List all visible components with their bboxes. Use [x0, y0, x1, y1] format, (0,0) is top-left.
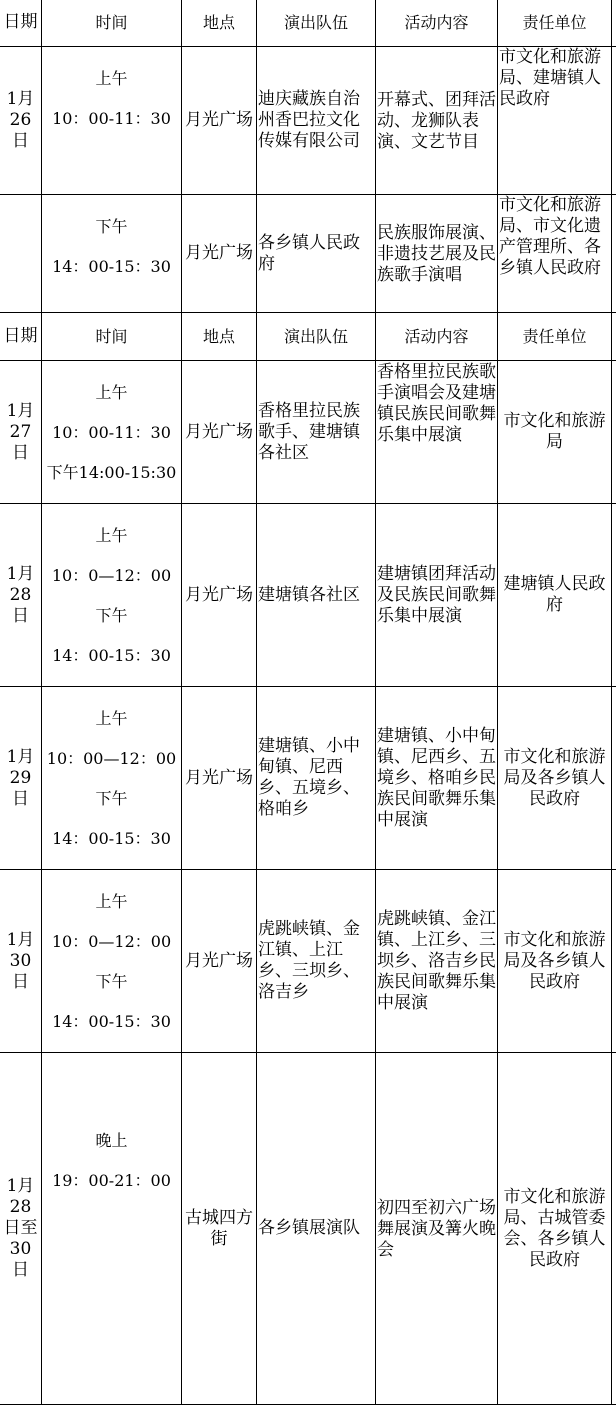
- table-row: [0, 870, 616, 1053]
- time-cell: 下午 14：00-15：30: [42, 195, 182, 313]
- header-team: 演出队伍: [257, 313, 376, 361]
- activity-cell: 初四至初六广场舞展演及篝火晚会: [376, 1053, 498, 1405]
- date-cell: 1月30日: [0, 870, 42, 1053]
- time-cell: 上午 10：00-11：30 下午14:00-15:30: [42, 361, 182, 504]
- header-date: 日期: [0, 0, 42, 47]
- responsible-cell: 市文化和旅游局: [498, 361, 612, 504]
- header-row: [0, 0, 616, 47]
- date-cell: 1月26日: [0, 47, 42, 195]
- activity-cell: 建塘镇团拜活动及民族民间歌舞乐集中展演: [376, 504, 498, 687]
- responsible-cell: 市文化和旅游局及各乡镇人民政府: [498, 687, 612, 870]
- table-row: [0, 195, 616, 313]
- team-cell: 虎跳峡镇、金江镇、上江乡、三坝乡、洛吉乡: [257, 870, 376, 1053]
- team-cell: 建塘镇各社区: [257, 504, 376, 687]
- header-team: 演出队伍: [257, 0, 376, 47]
- date-cell: 1月28日: [0, 504, 42, 687]
- team-cell: 建塘镇、小中甸镇、尼西乡、五境乡、格咱乡: [257, 687, 376, 870]
- header-activity: 活动内容: [376, 313, 498, 361]
- activity-cell: 开幕式、团拜活动、龙狮队表演、文艺节目: [376, 47, 498, 195]
- header-time: 时间: [42, 0, 182, 47]
- header-responsible: 责任单位: [498, 0, 612, 47]
- header-location: 地点: [182, 0, 257, 47]
- responsible-cell: 市文化和旅游局、古城管委会、各乡镇人民政府: [498, 1053, 612, 1405]
- location-cell: 月光广场: [182, 195, 257, 313]
- responsible-cell: 建塘镇人民政府: [498, 504, 612, 687]
- table-row: [0, 504, 616, 687]
- date-cell: 1月28日至30日: [0, 1053, 42, 1405]
- responsible-cell: 市文化和旅游局、建塘镇人民政府: [498, 47, 612, 195]
- location-cell: 月光广场: [182, 870, 257, 1053]
- header-time: 时间: [42, 313, 182, 361]
- table-row: [0, 361, 616, 504]
- responsible-cell: 市文化和旅游局、市文化遗产管理所、各乡镇人民政府: [498, 195, 612, 313]
- location-cell: 月光广场: [182, 687, 257, 870]
- activity-cell: 建塘镇、小中甸镇、尼西乡、五境乡、格咱乡民族民间歌舞乐集中展演: [376, 687, 498, 870]
- table-row: [0, 1053, 616, 1405]
- time-cell: 上午 10：00—12：00 下午 14：00-15：30: [42, 687, 182, 870]
- header-date: 日期: [0, 313, 42, 361]
- activity-cell: 民族服饰展演、非遗技艺展及民族歌手演唱: [376, 195, 498, 313]
- team-cell: 各乡镇展演队: [257, 1053, 376, 1405]
- location-cell: 古城四方街: [182, 1053, 257, 1405]
- team-cell: 香格里拉民族歌手、建塘镇各社区: [257, 361, 376, 504]
- header-responsible: 责任单位: [498, 313, 612, 361]
- header-activity: 活动内容: [376, 0, 498, 47]
- responsible-cell: 市文化和旅游局及各乡镇人民政府: [498, 870, 612, 1053]
- team-cell: 各乡镇人民政府: [257, 195, 376, 313]
- time-cell: 晚上 19：00-21：00: [42, 1053, 182, 1405]
- header-row: [0, 313, 616, 361]
- time-cell: 上午 10：00-11：30: [42, 47, 182, 195]
- activity-cell: 香格里拉民族歌手演唱会及建塘镇民族民间歌舞乐集中展演: [376, 361, 498, 504]
- team-cell: 迪庆藏族自治州香巴拉文化传媒有限公司: [257, 47, 376, 195]
- date-cell: 1月27日: [0, 361, 42, 504]
- table-row: [0, 687, 616, 870]
- activity-cell: 虎跳峡镇、金江镇、上江乡、三坝乡、洛吉乡民族民间歌舞乐集中展演: [376, 870, 498, 1053]
- location-cell: 月光广场: [182, 47, 257, 195]
- table-row: [0, 47, 616, 195]
- time-cell: 上午 10：0—12：00 下午 14：00-15：30: [42, 870, 182, 1053]
- header-location: 地点: [182, 313, 257, 361]
- time-cell: 上午 10：0—12：00 下午 14：00-15：30: [42, 504, 182, 687]
- date-cell: 1月29日: [0, 687, 42, 870]
- location-cell: 月光广场: [182, 361, 257, 504]
- location-cell: 月光广场: [182, 504, 257, 687]
- date-cell: [0, 195, 42, 313]
